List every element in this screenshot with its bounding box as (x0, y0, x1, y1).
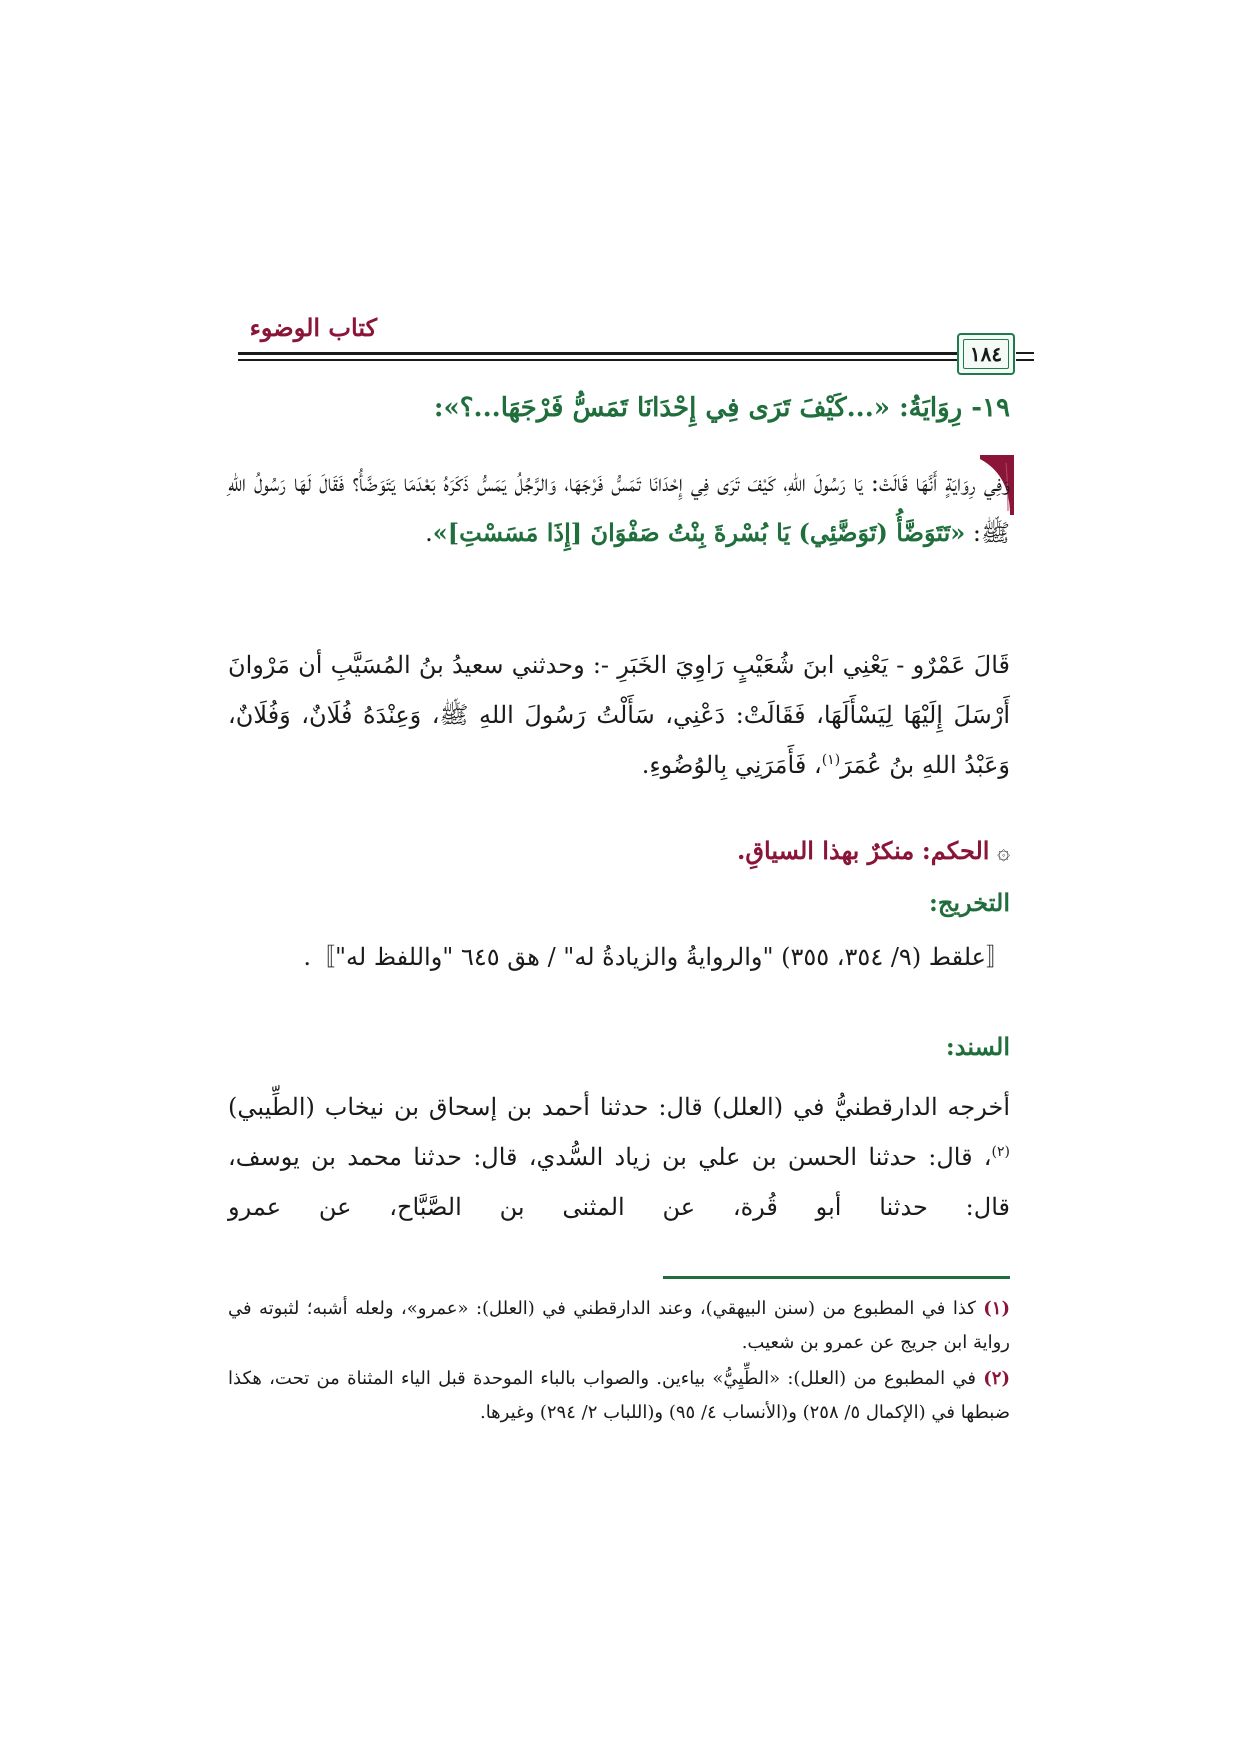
ruling-line (228, 836, 1010, 865)
section-heading (230, 393, 1010, 423)
narration-text-end: ، فَأَمَرَنِي بِالوُضُوءِ. (641, 751, 822, 779)
quote-end: . (425, 519, 433, 547)
hadith-quote (228, 458, 1010, 558)
header-rule-bottom (238, 359, 1013, 361)
footnote-marker: (١) (983, 1298, 1010, 1319)
quote-text: وَفِي رِوَايَةٍ أَنَّهَا قَالَتْ: يَا رَسُولَ اللهِ، كَيْفَ تَرَى فِي إِحْدَانَا تَمَسُّ فَرْجَهَا، وَالرَّجُلُ يَمَسُّ ذَكَرَهُ بَعْدَمَا يَتَوَضَّأُ؟ فَقَالَ لَهَا رَسُولُ اللهِ ﷺ: (228, 469, 1010, 547)
footnote-1 (228, 1292, 1010, 1360)
ruling-label: الحكم: (921, 836, 990, 865)
narration-text: قَالَ عَمْرٌو - يَعْنِي ابنَ شُعَيْبٍ رَاوِيَ الخَبَرِ -: وحدثني سعيدُ بنُ المُسَيَّبِ أن مَرْوانَ أَرْسَلَ إِلَيْهَا لِيَسْأَلَهَا، فَقَالَتْ: دَعْنِي، سَأَلْتُ رَسُولَ اللهِ ﷺ، وَعِنْدَهُ فُلَانٌ، وَفُلَانٌ، وَعَبْدُ اللهِ بنُ عُمَرَ (228, 651, 1010, 779)
book-title: كتاب الوضوء (249, 313, 377, 342)
takhrij-label: التخريج: (929, 888, 1010, 917)
footnote-text: كذا في المطبوع من (سنن البيهقي)، وعند الدارقطني في (العلل): «عمرو»، ولعله أشبه؛ لثبوته في رواية ابن جريج عن عمرو بن شعيب. (228, 1298, 1010, 1353)
section-number: ١٩- (971, 393, 1010, 423)
header-rule-end-bottom (1016, 359, 1034, 361)
footnote-text: في المطبوع من (العلل): «الطِّيِيُّ» بياءين. والصواب بالباء الموحدة قبل الياء المثناة من تحت، هكذا ضبطها في (الإكمال ٥/ ٢٥٨) و(الأنساب ٤/ ٩٥) و(اللباب ٢/ ٢٩٤) وغيرها. (228, 1368, 1010, 1423)
sanad-label: السند: (945, 1032, 1010, 1061)
header-rule-top (238, 352, 1013, 355)
footnote-separator (663, 1276, 1010, 1279)
footnote-marker: (٢) (983, 1368, 1010, 1389)
narration-paragraph (228, 640, 1010, 790)
sanad-paragraph (228, 1082, 1010, 1232)
ruling-value: منكرٌ بهذا السياقِ. (737, 836, 915, 865)
prophet-saying: «تَتَوَضَّأُ (تَوَضَّئِي) يَا بُسْرةَ بِنْتُ صَفْوَانَ [إِذَا مَسَسْتِ]» (432, 518, 966, 547)
sanad-text-end: ، قال: حدثنا الحسن بن علي بن زياد السُّدي، قال: حدثنا محمد بن يوسف، قال: حدثنا أبو قُرة، عن المثنى بن الصَّبَّاح، عن عمرو (228, 1143, 1010, 1221)
footnote-ref-2[interactable]: (٢) (991, 1144, 1010, 1160)
page-number: ١٨٤ (969, 342, 1003, 366)
header-rule-end-top (1016, 352, 1034, 354)
page-number-badge (957, 333, 1015, 375)
footnotes (228, 1292, 1010, 1432)
sanad-text: أخرجه الدارقطنيُّ في (العلل) قال: حدثنا أحمد بن إسحاق بن نيخاب (الطِّيبي) (228, 1093, 1010, 1121)
takhrij-text: 〚علقط (٩/ ٣٥٤، ٣٥٥) "والروايةُ والزيادةُ له" / هق ٦٤٥ "واللفظ له"〛. (303, 943, 1010, 971)
flower-ornament-icon: ۞ (997, 840, 1010, 865)
footnote-2 (228, 1362, 1010, 1430)
section-title: رِوَايَةُ: «...كَيْفَ تَرَى فِي إِحْدَانَا تَمَسُّ فَرْجَهَا...؟»: (433, 393, 963, 423)
footnote-ref-1[interactable]: (١) (821, 752, 841, 768)
